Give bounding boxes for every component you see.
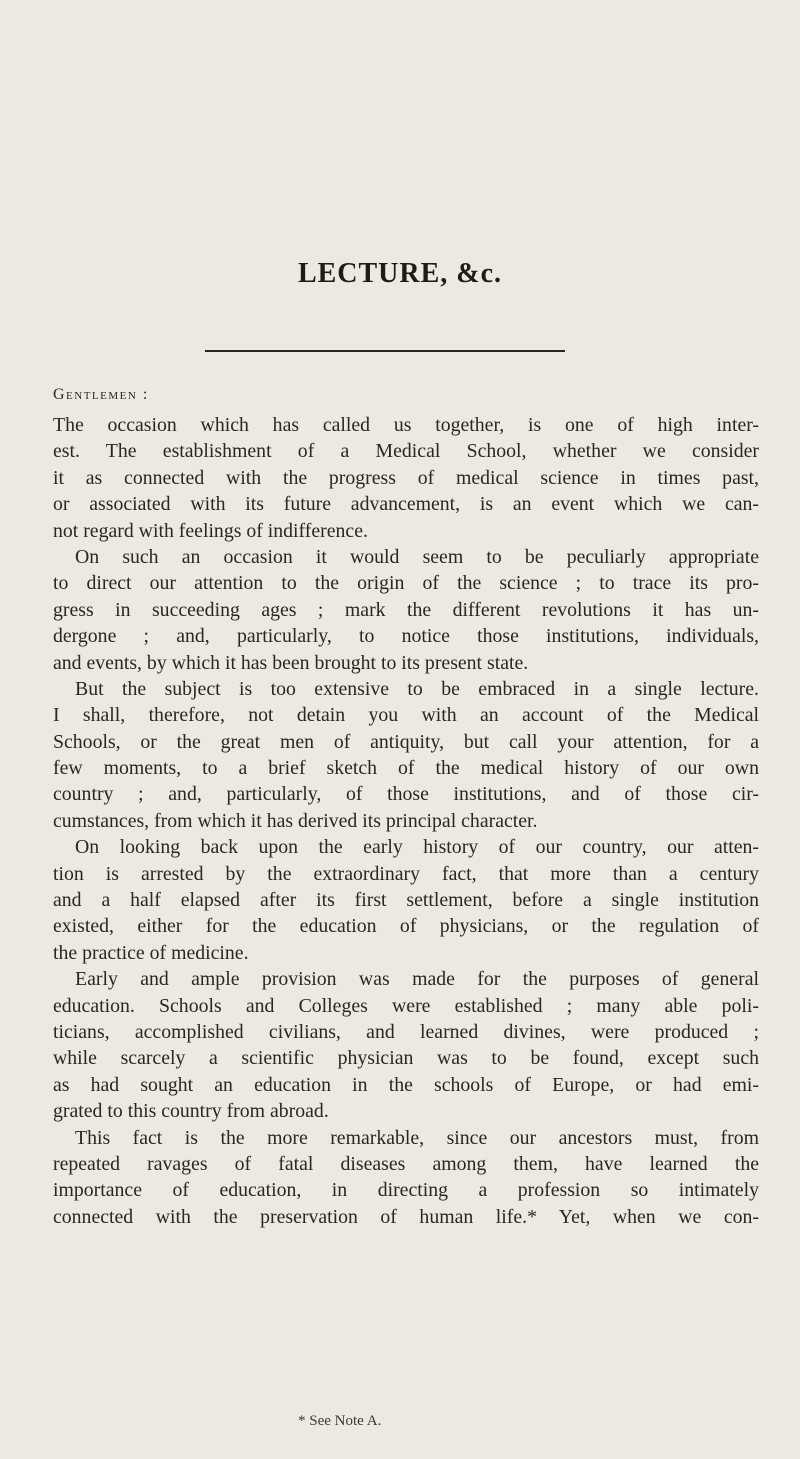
text-line: or associated with its future advancement, is an event which we can- — [53, 493, 759, 516]
text-line: it as connected with the progress of medical science in times past, — [53, 466, 759, 489]
text-line: few moments, to a brief sketch of the medical history of our own — [53, 757, 759, 780]
page-title: LECTURE, &c. — [297, 258, 503, 289]
salutation: Gentlemen : — [53, 386, 149, 403]
text-line: tion is arrested by the extraordinary fact, that more than a century — [53, 862, 759, 885]
text-line: grated to this country from abroad. — [53, 1100, 329, 1123]
text-line: not regard with feelings of indifference. — [53, 519, 368, 542]
text-line: Schools, or the great men of antiquity, but call your attention, for a — [53, 730, 759, 753]
text-line: cumstances, from which it has derived its principal character. — [53, 809, 538, 832]
text-line: while scarcely a scientific physician was to be found, except such — [53, 1047, 759, 1070]
text-line: as had sought an education in the schools of Europe, or had emi- — [53, 1073, 759, 1096]
text-line: and a half elapsed after its first settlement, before a single institution — [53, 889, 759, 912]
footnote: * See Note A. — [298, 1413, 382, 1429]
text-line: repeated ravages of fatal diseases among them, have learned the — [53, 1152, 759, 1175]
text-line: ticians, accomplished civilians, and learned divines, were produced ; — [53, 1020, 759, 1043]
body-text — [53, 412, 759, 1230]
text-line: and events, by which it has been brought to its present state. — [53, 651, 529, 674]
text-line: Early and ample provision was made for the purposes of general — [75, 968, 759, 991]
text-line: country ; and, particularly, of those institutions, and of those cir- — [53, 783, 759, 806]
text-line: est. The establishment of a Medical School, whether we consider — [53, 440, 759, 463]
text-line: education. Schools and Colleges were established ; many able poli- — [53, 994, 759, 1017]
text-line: On such an occasion it would seem to be peculiarly appropriate — [75, 545, 759, 568]
text-line: On looking back upon the early history of our country, our atten- — [75, 836, 759, 859]
text-line: importance of education, in directing a profession so intimately — [53, 1179, 759, 1202]
text-line: dergone ; and, particularly, to notice those institutions, individuals, — [53, 625, 759, 648]
text-line: connected with the preservation of human life.* Yet, when we con- — [53, 1205, 759, 1228]
text-line: to direct our attention to the origin of the science ; to trace its pro- — [53, 572, 759, 595]
text-line: existed, either for the education of physicians, or the regulation of — [53, 915, 759, 938]
text-line: But the subject is too extensive to be embraced in a single lecture. — [75, 677, 759, 700]
text-line: I shall, therefore, not detain you with an account of the Medical — [53, 704, 759, 727]
title-rule — [205, 350, 565, 352]
text-line: the practice of medicine. — [53, 941, 249, 964]
text-line: The occasion which has called us together, is one of high inter- — [53, 414, 759, 436]
text-line: This fact is the more remarkable, since our ancestors must, from — [75, 1126, 759, 1149]
text-line: gress in succeeding ages ; mark the different revolutions it has un- — [53, 598, 759, 621]
